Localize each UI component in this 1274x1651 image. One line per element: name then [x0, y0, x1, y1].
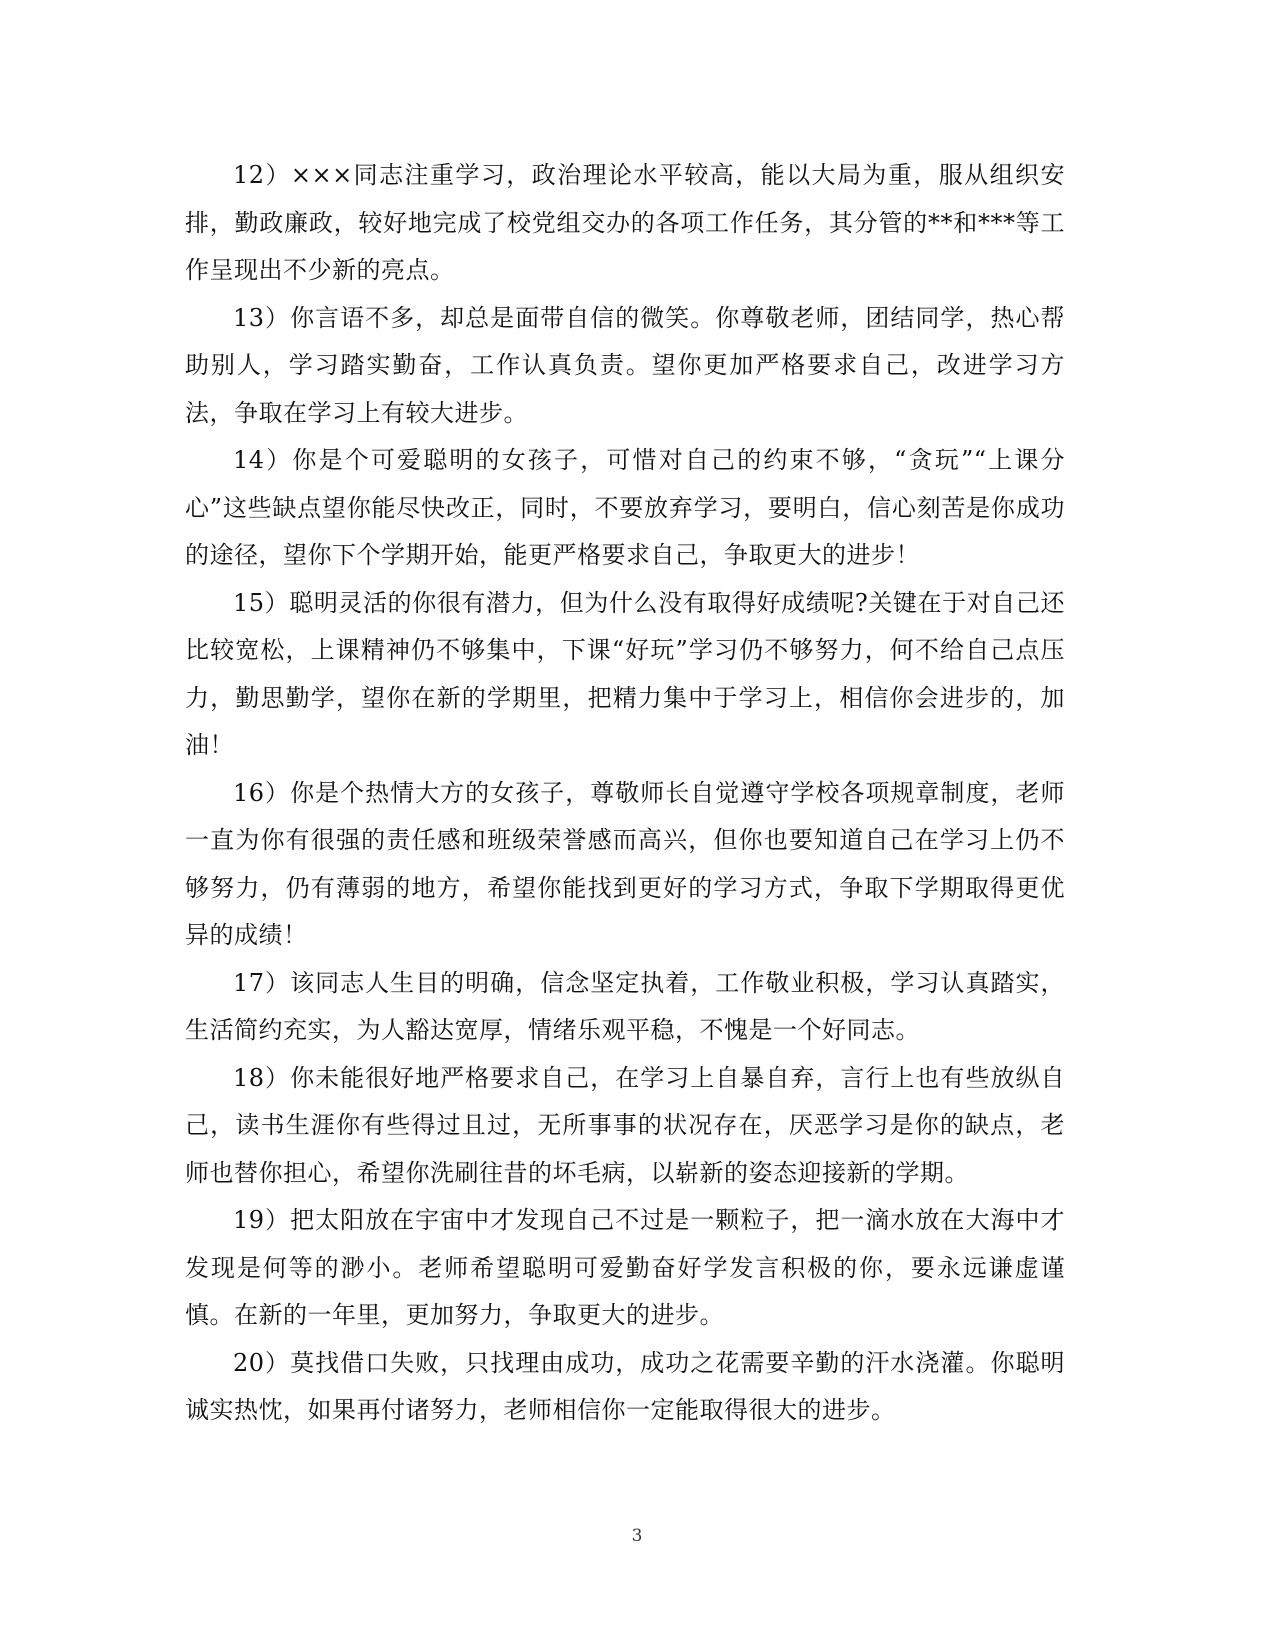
paragraph-14: 14）你是个可爱聪明的女孩子，可惜对自己的约束不够，“贪玩”“上课分心”这些缺点望你能尽快改正，同时，不要放弃学习，要明白，信心刻苦是你成功的途径，望你下个学期开始，能更严格要求自己，争取更大的进步！ — [185, 446, 1065, 569]
paragraph-19: 19）把太阳放在宇宙中才发现自己不过是一颗粒子，把一滴水放在大海中才发现是何等的渺小。老师希望聪明可爱勤奋好学发言积极的你，要永远谦虚谨慎。在新的一年里，更加努力，争取更大的进步。 — [185, 1206, 1065, 1329]
paragraph-17: 17）该同志人生目的明确，信念坚定执着，工作敬业积极，学习认真踏实，生活简约充实，为人豁达宽厚，情绪乐观平稳，不愧是一个好同志。 — [185, 968, 1065, 1044]
page-number: 3 — [631, 1526, 643, 1546]
paragraph-18: 18）你未能很好地严格要求自己，在学习上自暴自弃，言行上也有些放纵自己，读书生涯你有些得过且过，无所事事的状况存在，厌恶学习是你的缺点，老师也替你担心，希望你洗刷往昔的坏毛病，以崭新的姿态迎接新的学期。 — [185, 1063, 1065, 1187]
paragraph-15: 15）聪明灵活的你很有潜力，但为什么没有取得好成绩呢?关键在于对自己还比较宽松，上课精神仍不够集中，下课“好玩”学习仍不够努力，何不给自己点压力，勤思勤学，望你在新的学期里，把精力集中于学习上，相信你会进步的，加油！ — [185, 588, 1065, 759]
document-body — [185, 152, 1065, 1435]
paragraph-12: 12）×××同志注重学习，政治理论水平较高，能以大局为重，服从组织安排，勤政廉政，较好地完成了校党组交办的各项工作任务，其分管的**和***等工作呈现出不少新的亮点。 — [185, 161, 1065, 284]
paragraph-13: 13）你言语不多，却总是面带自信的微笑。你尊敬老师，团结同学，热心帮助别人，学习踏实勤奋，工作认真负责。望你更加严格要求自己，改进学习方法，争取在学习上有较大进步。 — [185, 303, 1065, 427]
paragraph-20: 20）莫找借口失败，只找理由成功，成功之花需要辛勤的汗水浇灌。你聪明诚实热忱，如果再付诸努力，老师相信你一定能取得很大的进步。 — [185, 1348, 1065, 1424]
paragraph-16: 16）你是个热情大方的女孩子，尊敬师长自觉遵守学校各项规章制度，老师一直为你有很强的责任感和班级荣誉感而高兴，但你也要知道自己在学习上仍不够努力，仍有薄弱的地方，希望你能找到更好的学习方式，争取下学期取得更优异的成绩！ — [185, 778, 1065, 949]
